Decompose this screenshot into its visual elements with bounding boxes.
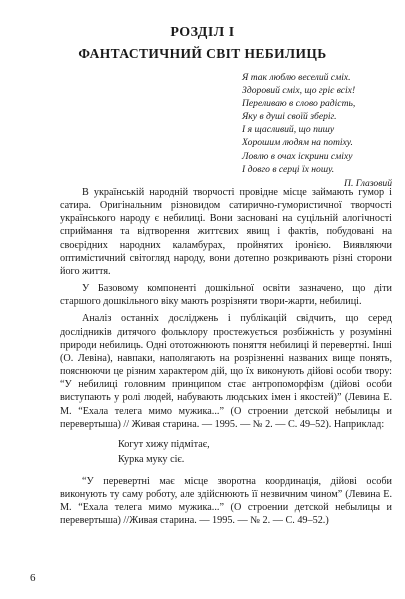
page-number: 6 xyxy=(30,572,36,584)
poem-line: І я щасливий, що пишу xyxy=(242,124,335,136)
poem-line: Ловлю в очах іскрини сміху xyxy=(242,150,353,162)
poem-line: Здоровий сміх, що гріє всіх! xyxy=(242,85,356,97)
chapter-title: ФАНТАСТИЧНИЙ СВІТ НЕБИЛИЦЬ xyxy=(78,46,327,61)
poem-line: Хорошим людям на потіху. xyxy=(242,137,353,149)
chapter-heading: РОЗДІЛ І xyxy=(170,25,235,40)
poem-line: Переливаю в слово радість, xyxy=(242,98,356,110)
body-text xyxy=(60,186,392,527)
paragraph: Аналіз останніх досліджень і публікацій свідчить, що серед дослідників дитячого фольклору простежується розбіжність у розумінні природи небилиць. Одні ототожнюють поняття небилиці й перевертні. Інші (О. Левіна), навпаки, наполягають на розрізненні названих вище понять, пояснюючи це різним характером дій, що їх виконують дійові особи твору: “У небилиці головним принципом стає антропоморфізм (дійові особи виступають у ролі людей, набувають людських імен і якостей)” (Левина Е. М. “Ехала телега мимо мужика...” (О строении детской небылицы и перевертыша) // Живая старина. — 1995. — № 2. — С. 49–52). Наприклад: xyxy=(60,313,392,430)
example-line: Когут хижу підмітає, xyxy=(118,438,210,450)
epigraph-poem xyxy=(242,71,392,190)
example-verse xyxy=(118,437,392,467)
poem-line: Я так люблю веселий сміх. xyxy=(242,72,351,83)
paragraph: У Базовому компоненті дошкільної освіти зазначено, що діти старшого дошкільного віку мають розрізняти твори-жарти, небилиці. xyxy=(60,283,392,308)
poem-author: П. Глазовий xyxy=(344,177,392,189)
poem-line: Яку в душі своїй зберіг. xyxy=(242,111,337,123)
paragraph: “У перевертні має місце зворотна координація, дійові особи виконують ту саму роботу, але здійснюють її незвичним чином” (Левина Е. М. “Ехала телега мимо мужика...” (О строении детской небылицы и перевертыша) //Живая старина. — 1995. — № 2. — С. 49–52.) xyxy=(60,475,392,527)
example-line: Курка муку сіє. xyxy=(118,453,185,465)
paragraph: В українській народній творчості провідне місце займають гумор і сатира. Оригінальним різновидом сатирично-гумористичної творчості українського народу є небилиці. Вони засновані на суцільній алогічності сприймання та відтворення життєвих явищ і фактів, побудовані на своєрідних народних каламбурах, пройнятих іронією. Виявляючи оптимістичний світогляд народу, вони дотепно розкривають різні сторони його життя. xyxy=(60,187,392,277)
poem-line: І довго в серці їх ношу. xyxy=(242,163,335,175)
